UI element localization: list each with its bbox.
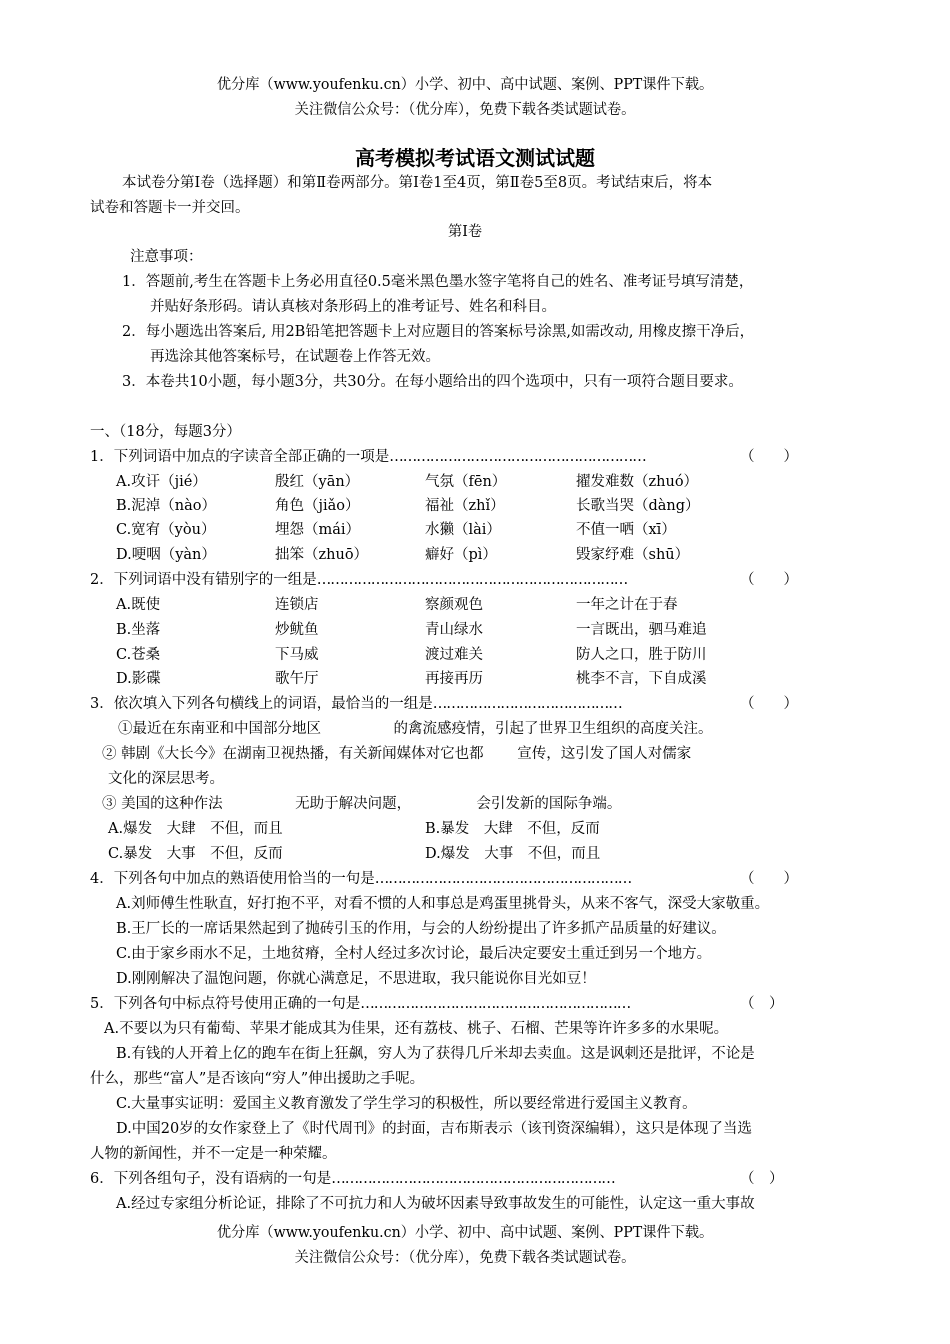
- q5-option-C: C.大量事实证明：爱国主义教育激发了学生学习的积极性，所以要经常进行爱国主义教育。: [116, 1096, 697, 1112]
- q3-option-C: C.暴发 大事 不但，反而: [108, 846, 283, 862]
- q5-stem-text: 5．下列各句中标点符号使用正确的一句是: [90, 996, 361, 1012]
- notes-heading: 注意事项：: [130, 249, 203, 265]
- q1-stem-text: 1．下列词语中加点的字读音全部正确的一项是: [90, 449, 390, 465]
- section-heading: 一、（18分，每题3分）: [90, 424, 241, 440]
- q2-stem-text: 2．下列词语中没有错别字的一组是: [90, 572, 317, 588]
- q5-option-B-1: B.有钱的人开着上亿的跑车在街上狂飙，穷人为了获得几斤米却去卖血。这是讽刺还是批评，不论是: [116, 1046, 755, 1062]
- q3-option-D: D.爆发 大事 不但，而且: [425, 846, 601, 862]
- q4-answer-paren: （ ）: [740, 871, 798, 887]
- q3-sentence-3: ③ 美国的这种作法 无助于解决问题， 会引发新的国际争端。: [102, 796, 622, 812]
- q6-dots: ………………………………………………………: [331, 1171, 615, 1187]
- q1-A-2: 殷红（yān）: [275, 474, 360, 490]
- q1-C-3: 水獭（lài）: [425, 522, 501, 538]
- note-2a: 2．每小题选出答案后, 用2B铅笔把答题卡上对应题目的答案标号涂黑,如需改动, 用橡皮擦干净后，: [122, 324, 755, 340]
- q2-A-3: 察颜观色: [425, 597, 483, 613]
- q1-D-1: D.哽咽（yàn）: [116, 547, 216, 563]
- q5-option-B-2: 什么，那些“富人”是否该向“穷人”伸出援助之手呢。: [90, 1071, 425, 1087]
- q1-B-2: 角色（jiǎo）: [275, 498, 360, 514]
- q5-option-D-1: D.中国20岁的女作家登上了《时代周刊》的封面，吉布斯表示（该刊资深编辑），这只是体现了当选: [116, 1121, 752, 1137]
- q2-answer-paren: （ ）: [740, 572, 798, 588]
- q3-sentence-1: ①最近在东南亚和中国部分地区 的禽流感疫情，引起了世界卫生组织的高度关注。: [118, 721, 713, 737]
- q3-sentence-2b: 文化的深层思考。: [108, 771, 224, 787]
- q2-A-2: 连锁店: [275, 597, 319, 613]
- q3-stem: [90, 695, 622, 713]
- q3-stem-text: 3．依次填入下列各句横线上的词语，最恰当的一组是: [90, 696, 433, 712]
- q3-option-B: B.暴发 大肆 不但，反而: [425, 821, 600, 837]
- q4-option-D: D.刚刚解决了温饱问题，你就心满意足，不思进取，我只能说你目光如豆！: [116, 971, 596, 987]
- q3-option-A: A.爆发 大肆 不但，而且: [108, 821, 283, 837]
- q2-C-4: 防人之口，胜于防川: [576, 647, 707, 663]
- q1-D-3: 癖好（pì）: [425, 547, 497, 563]
- note-2b: 再选涂其他答案标号，在试题卷上作答无效。: [150, 349, 440, 365]
- note-1b: 并贴好条形码。请认真核对条形码上的准考证号、姓名和科目。: [150, 299, 556, 315]
- footer-line-2: 关注微信公众号：（优分库），免费下载各类试题试卷。: [294, 1250, 636, 1266]
- q1-C-4: 不值一哂（xī）: [576, 522, 676, 538]
- q1-B-1: B.泥淖（nào）: [116, 498, 216, 514]
- q2-stem: [90, 571, 627, 589]
- q6-stem-text: 6．下列各组句子，没有语病的一句是: [90, 1171, 332, 1187]
- q6-stem: [90, 1170, 615, 1188]
- q2-C-1: C.苍桑: [116, 647, 161, 663]
- q4-option-C: C.由于家乡雨水不足，土地贫瘠，全村人经过多次讨论，最后决定要安土重迁到另一个地方。: [116, 946, 712, 962]
- q2-D-3: 再接再历: [425, 671, 483, 687]
- q6-option-A: A.经过专家组分析论证，排除了不可抗力和人为破坏因素导致事故发生的可能性，认定这一重大事故: [116, 1196, 755, 1212]
- q1-C-2: 埋怨（mái）: [275, 522, 361, 538]
- q6-answer-paren: （ ）: [740, 1171, 784, 1187]
- q5-option-A: A.不要以为只有葡萄、苹果才能成其为佳果，还有荔枝、桃子、石榴、芒果等许许多多的水果呢。: [104, 1021, 729, 1037]
- q3-answer-paren: （ ）: [740, 696, 798, 712]
- q1-D-2: 拙笨（zhuō）: [275, 547, 369, 563]
- note-3: 3．本卷共10小题，每小题3分，共30分。在每小题给出的四个选项中，只有一项符合题目要求。: [122, 374, 743, 390]
- q1-dots: …………………………………………………: [389, 449, 646, 465]
- header-line-2: 关注微信公众号：（优分库），免费下载各类试题试卷。: [294, 102, 636, 118]
- q4-stem: [90, 870, 631, 888]
- q1-A-4: 擢发难数（zhuó）: [576, 474, 699, 490]
- q1-D-4: 毁家纾难（shū）: [576, 547, 690, 563]
- q5-option-D-2: 人物的新闻性，并不一定是一种荣耀。: [90, 1146, 337, 1162]
- exam-title: 高考模拟考试语文测试试题: [355, 146, 595, 170]
- q4-option-A: A.刘师傅生性耿直，好打抱不平，对看不惯的人和事总是鸡蛋里挑骨头，从来不客气，深受大家敬重。: [116, 896, 770, 912]
- q5-stem: [90, 995, 630, 1013]
- q1-B-4: 长歌当哭（dàng）: [576, 498, 700, 514]
- q1-A-1: A.攻讦（jié）: [116, 474, 207, 490]
- q2-D-4: 桃李不言，下自成溪: [576, 671, 707, 687]
- q5-answer-paren: （ ）: [740, 996, 784, 1012]
- q2-A-1: A.既使: [116, 597, 161, 613]
- q5-dots: ……………………………………………………: [360, 996, 631, 1012]
- q2-dots: ……………………………………………………………: [316, 572, 628, 588]
- q2-B-4: 一言既出，驷马难追: [576, 622, 707, 638]
- q4-dots: …………………………………………………: [374, 871, 632, 887]
- intro-line-1: 本试卷分第Ⅰ卷（选择题）和第Ⅱ卷两部分。第Ⅰ卷1至4页，第Ⅱ卷5至8页。考试结束后，将本: [122, 175, 713, 191]
- q2-A-4: 一年之计在于春: [576, 597, 678, 613]
- header-line-1: 优分库（www.youfenku.cn）小学、初中、高中试题、案例、PPT课件下载。: [216, 77, 714, 93]
- q2-B-2: 炒鱿鱼: [275, 622, 319, 638]
- q3-dots: ……………………………………: [432, 696, 622, 712]
- q4-stem-text: 4．下列各句中加点的熟语使用恰当的一句是: [90, 871, 375, 887]
- q1-stem: [90, 448, 646, 466]
- q2-B-1: B.坐落: [116, 622, 161, 638]
- q3-sentence-2a: ② 韩剧《大长今》在湖南卫视热播，有关新闻媒体对它也都 宣传，这引发了国人对儒家: [102, 746, 692, 762]
- intro-line-2: 试卷和答题卡一并交回。: [90, 200, 250, 216]
- q4-option-B: B.王厂长的一席话果然起到了抛砖引玉的作用，与会的人纷纷提出了许多抓产品质量的好建议。: [116, 921, 726, 937]
- q1-A-3: 气氛（fēn）: [425, 474, 507, 490]
- q2-C-2: 下马威: [275, 647, 319, 663]
- volume-title: 第Ⅰ卷: [448, 224, 483, 240]
- q2-D-1: D.影碟: [116, 671, 161, 687]
- footer-line-1: 优分库（www.youfenku.cn）小学、初中、高中试题、案例、PPT课件下载。: [216, 1225, 714, 1241]
- q1-C-1: C.宽宥（yòu）: [116, 522, 216, 538]
- q2-D-2: 歌午厅: [275, 671, 319, 687]
- q1-answer-paren: （ ）: [740, 449, 798, 465]
- q2-C-3: 渡过难关: [425, 647, 483, 663]
- q1-B-3: 福祉（zhǐ）: [425, 498, 505, 514]
- note-1a: 1．答题前,考生在答题卡上务必用直径0.5毫米黑色墨水签字笔将自己的姓名、准考证号填写清楚，: [122, 274, 754, 290]
- q2-B-3: 青山绿水: [425, 622, 483, 638]
